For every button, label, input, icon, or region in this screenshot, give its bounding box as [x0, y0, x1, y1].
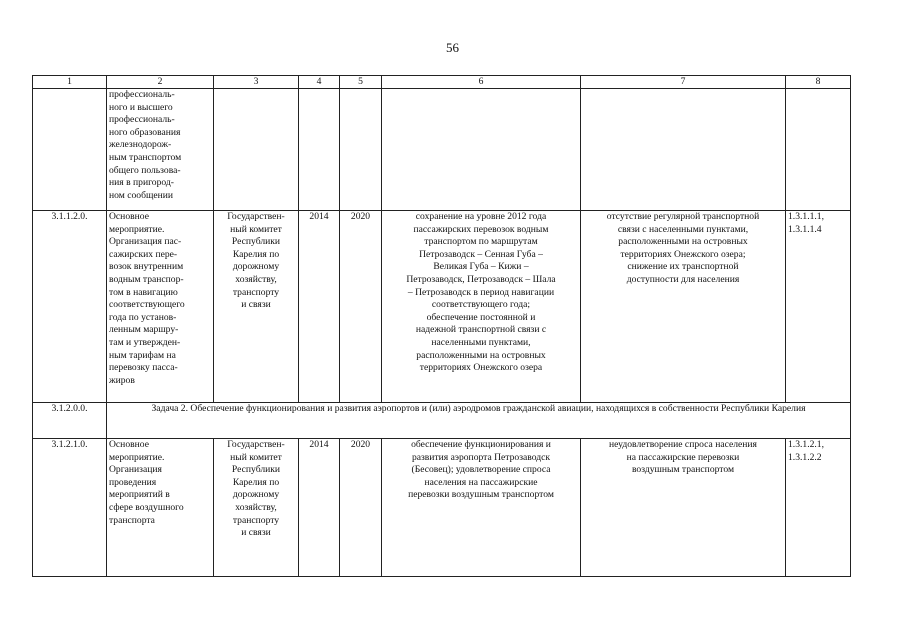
result-cell: [382, 89, 581, 211]
consequence-cell: отсутствие регулярной транспортной связи с населенными пунктами, расположенными на островных территориях Онежского озера; снижение их транспортной доступности для населения: [581, 211, 786, 403]
start-year-cell: [299, 89, 340, 211]
table-row-3-1-1-2-0: [33, 211, 851, 403]
column-number: 5: [340, 76, 382, 89]
table-row-3-1-2-0-0: [33, 403, 851, 439]
code-cell: 3.1.2.0.0.: [33, 403, 107, 439]
program-table: [32, 75, 851, 577]
start-year-cell: 2014: [299, 211, 340, 403]
end-year-cell: 2020: [340, 211, 382, 403]
column-number: 7: [581, 76, 786, 89]
column-number: 4: [299, 76, 340, 89]
column-number: 3: [214, 76, 299, 89]
table-row-continuation: [33, 89, 851, 211]
consequence-cell: [581, 89, 786, 211]
event-cell: профессиональ- ного и высшего профессиональ- ного образования железнодорож- ным транспортом общего пользова- ния в пригород- ном сообщении: [107, 89, 214, 211]
code-cell: 3.1.2.1.0.: [33, 439, 107, 577]
end-year-cell: [340, 89, 382, 211]
event-cell: Основное мероприятие. Организация проведения мероприятий в сфере воздушного транспорта: [107, 439, 214, 577]
indicators-cell: 1.3.1.2.1, 1.3.1.2.2: [786, 439, 851, 577]
column-number: 6: [382, 76, 581, 89]
executor-cell: Государствен- ный комитет Республики Карелия по дорожному хозяйству, транспорту и связи: [214, 439, 299, 577]
page-number: 56: [446, 40, 459, 55]
column-number: 2: [107, 76, 214, 89]
column-number: 8: [786, 76, 851, 89]
indicators-cell: [786, 89, 851, 211]
event-cell: Основное мероприятие. Организация пас- сажирских пере- возок внутренним водным транспор- том в навигацию соответствующего года по установ- ленным маршру- там и утвержден- ным тарифам на перевозку пасса- жиров: [107, 211, 214, 403]
indicators-cell: 1.3.1.1.1, 1.3.1.1.4: [786, 211, 851, 403]
consequence-cell: неудовлетворение спроса населения на пассажирские перевозки воздушным транспортом: [581, 439, 786, 577]
table-row-3-1-2-1-0: [33, 439, 851, 577]
task-heading-cell: Задача 2. Обеспечение функционирования и развития аэропортов и (или) аэродромов гражданской авиации, находящихся в собственности Республики Карелия: [107, 403, 851, 439]
code-cell: [33, 89, 107, 211]
end-year-cell: 2020: [340, 439, 382, 577]
executor-cell: Государствен- ный комитет Республики Карелия по дорожному хозяйству, транспорту и связи: [214, 211, 299, 403]
result-cell: обеспечение функционирования и развития аэропорта Петрозаводск (Бесовец); удовлетворение спроса населения на пассажирские перевозки воздушным транспортом: [382, 439, 581, 577]
column-number: 1: [33, 76, 107, 89]
column-numbers-row: [33, 76, 851, 89]
result-cell: сохранение на уровне 2012 года пассажирских перевозок водным транспортом по маршрутам Петрозаводск – Сенная Губа – Великая Губа – Кижи – Петрозаводск, Петрозаводск – Шала – Петрозаводск в период навигации соответствующего года; обеспечение постоянной и надежной транспортной связи с населенными пунктами, расположенными на островных территориях Онежского озера: [382, 211, 581, 403]
start-year-cell: 2014: [299, 439, 340, 577]
code-cell: 3.1.1.2.0.: [33, 211, 107, 403]
executor-cell: [214, 89, 299, 211]
